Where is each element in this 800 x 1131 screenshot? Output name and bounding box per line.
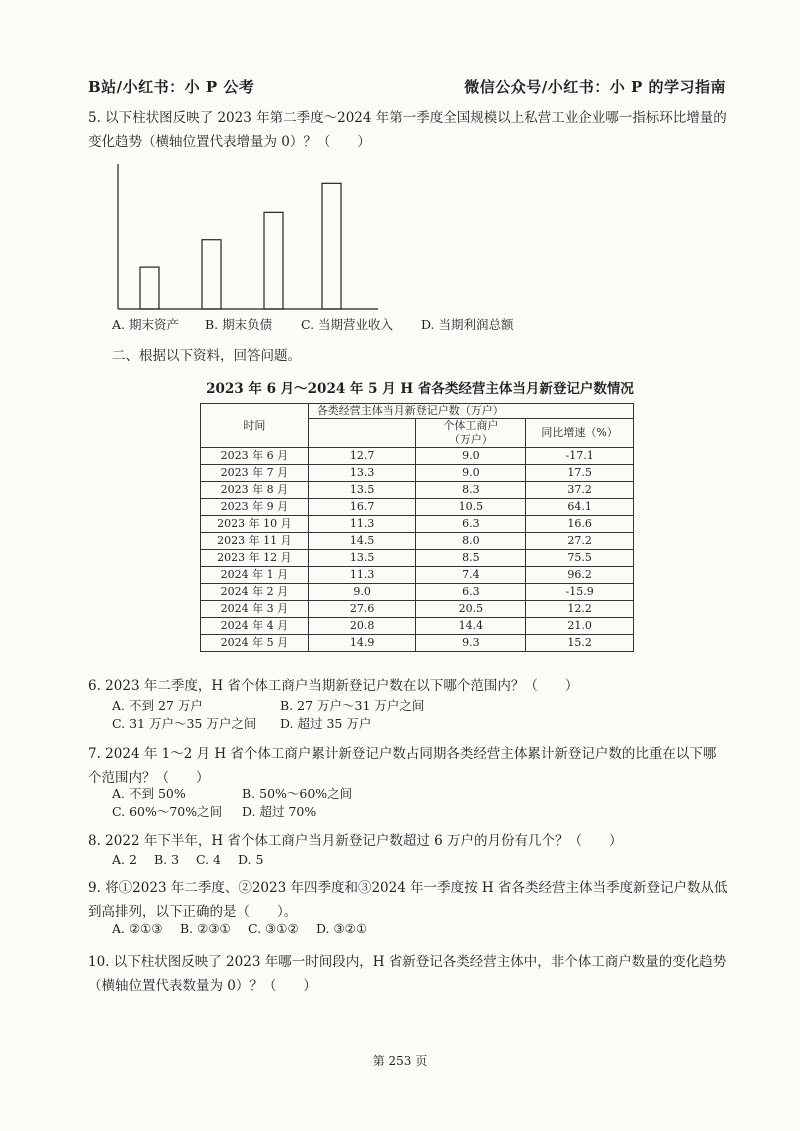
cell-individual: 6.3 (416, 584, 526, 601)
col-header-growth: 同比增速（%） (526, 419, 634, 448)
cell-individual: 9.0 (416, 448, 526, 465)
q9-option-b[interactable]: B. ②③① (179, 921, 231, 936)
table-row (201, 516, 634, 533)
q8-option-d[interactable]: D. 5 (237, 852, 264, 867)
cell-individual: 7.4 (416, 567, 526, 584)
q8-option-a[interactable]: A. 2 (112, 852, 137, 867)
cell-time: 2023 年 12 月 (201, 550, 309, 567)
col-header-individual-line1: 个体工商户 (443, 419, 499, 432)
cell-time: 2023 年 11 月 (201, 533, 309, 550)
cell-growth: 37.2 (526, 482, 634, 499)
page-number: 第 253 页 (372, 1054, 428, 1068)
cell-time: 2024 年 4 月 (201, 618, 309, 635)
col-header-individual-line2: （万户） (448, 433, 493, 446)
cell-total: 13.5 (308, 550, 416, 567)
q7-options (112, 785, 352, 821)
cell-total: 13.5 (308, 482, 416, 499)
q7-option-a[interactable]: A. 不到 50% (112, 786, 186, 801)
cell-time: 2024 年 3 月 (201, 601, 309, 618)
q5-bar-3 (264, 212, 283, 309)
cell-growth: 17.5 (526, 465, 634, 482)
q5-option-b[interactable]: B. 期末负债 (204, 317, 273, 332)
cell-individual: 20.5 (416, 601, 526, 618)
q9-option-a[interactable]: A. ②①③ (112, 921, 163, 936)
data-table (200, 403, 634, 652)
q7-option-c[interactable]: C. 60%～70%之间 (112, 804, 223, 819)
q8-option-b[interactable]: B. 3 (153, 852, 180, 867)
q10-text: 10. 以下柱状图反映了 2023 年哪一时间段内，H 省新登记各类经营主体中，非个体工商户数量的变化趋势（横轴位置代表数量为 0）？（ ） (88, 954, 727, 994)
q7-option-d[interactable]: D. 超过 70% (241, 804, 317, 819)
cell-time: 2023 年 8 月 (201, 482, 309, 499)
cell-total: 12.7 (308, 448, 416, 465)
q6-option-d[interactable]: D. 超过 35 万户 (279, 716, 372, 731)
col-header-time: 时间 (201, 404, 309, 448)
cell-individual: 8.5 (416, 550, 526, 567)
cell-growth: 16.6 (526, 516, 634, 533)
table-title: 2023 年 6 月～2024 年 5 月 H 省各类经营主体当月新登记户数情况 (206, 381, 634, 397)
cell-individual: 14.4 (416, 618, 526, 635)
q5-option-c[interactable]: C. 当期营业收入 (300, 317, 394, 332)
cell-time: 2023 年 7 月 (201, 465, 309, 482)
q8-option-c[interactable]: C. 4 (195, 852, 221, 867)
table-row (201, 601, 634, 618)
q8-options (112, 851, 263, 869)
cell-growth: 75.5 (526, 550, 634, 567)
cell-total: 20.8 (308, 618, 416, 635)
cell-time: 2023 年 6 月 (201, 448, 309, 465)
cell-individual: 9.3 (416, 635, 526, 652)
table-row (201, 482, 634, 499)
section-2-heading: 二、根据以下资料，回答问题。 (112, 348, 301, 364)
cell-total: 11.3 (308, 516, 416, 533)
cell-individual: 8.3 (416, 482, 526, 499)
cell-growth: 64.1 (526, 499, 634, 516)
cell-total: 14.5 (308, 533, 416, 550)
cell-growth: 15.2 (526, 635, 634, 652)
q9-options (112, 920, 367, 938)
cell-growth: -17.1 (526, 448, 634, 465)
q6-option-a[interactable]: A. 不到 27 万户 (112, 698, 203, 713)
table-row (201, 584, 634, 601)
table-row (201, 448, 634, 465)
table-row (201, 550, 634, 567)
q5-option-a[interactable]: A. 期末资产 (112, 317, 179, 332)
q7-option-b[interactable]: B. 50%～60%之间 (241, 786, 353, 801)
cell-growth: 27.2 (526, 533, 634, 550)
q5-options (112, 316, 513, 334)
q8-text: 8. 2022 年下半年，H 省个体工商户当月新登记户数超过 6 万户的月份有几个？（ ） (88, 833, 623, 849)
header-right: 微信公众号/小红书：小 P 的学习指南 (464, 78, 726, 96)
q9-option-c[interactable]: C. ③①② (247, 921, 299, 936)
cell-individual: 8.0 (416, 533, 526, 550)
col-header-total-blank (308, 419, 416, 448)
cell-time: 2023 年 9 月 (201, 499, 309, 516)
q9-text: 9. 将①2023 年二季度、②2023 年四季度和③2024 年一季度按 H 省各类经营主体当季度新登记户数从低到高排列，以下正确的是（ ）。 (88, 880, 728, 920)
cell-total: 13.3 (308, 465, 416, 482)
q5-bar-2 (202, 240, 221, 309)
table-row (201, 499, 634, 516)
q6-options (112, 697, 424, 733)
q5-bar-1 (140, 267, 159, 309)
cell-total: 27.6 (308, 601, 416, 618)
cell-time: 2023 年 10 月 (201, 516, 309, 533)
cell-individual: 6.3 (416, 516, 526, 533)
cell-total: 9.0 (308, 584, 416, 601)
cell-total: 16.7 (308, 499, 416, 516)
q7-text: 7. 2024 年 1～2 月 H 省个体工商户累计新登记户数占同期各类经营主体累计新登记户数的比重在以下哪个范围内？（ ） (88, 746, 717, 786)
cell-growth: -15.9 (526, 584, 634, 601)
q6-text: 6. 2023 年二季度，H 省个体工商户当期新登记户数在以下哪个范围内？（ ） (88, 678, 579, 694)
table-row (201, 465, 634, 482)
cell-total: 11.3 (308, 567, 416, 584)
cell-growth: 12.2 (526, 601, 634, 618)
table-row (201, 635, 634, 652)
cell-time: 2024 年 1 月 (201, 567, 309, 584)
table-row (201, 567, 634, 584)
q5-bar-4 (322, 183, 341, 309)
cell-total: 14.9 (308, 635, 416, 652)
header-left: B站/小红书：小 P 公考 (88, 78, 255, 96)
table-row (201, 618, 634, 635)
cell-time: 2024 年 5 月 (201, 635, 309, 652)
cell-growth: 96.2 (526, 567, 634, 584)
q5-text: 5. 以下柱状图反映了 2023 年第二季度～2024 年第一季度全国规模以上私营工业企业哪一指标环比增量的变化趋势（横轴位置代表增量为 0）？（ ） (88, 110, 727, 150)
cell-individual: 9.0 (416, 465, 526, 482)
q5-option-d[interactable]: D. 当期利润总额 (420, 317, 514, 332)
q9-option-d[interactable]: D. ③②① (315, 921, 368, 936)
q6-option-b[interactable]: B. 27 万户～31 万户之间 (279, 698, 425, 713)
cell-time: 2024 年 2 月 (201, 584, 309, 601)
table-row (201, 533, 634, 550)
col-header-individual (416, 419, 526, 448)
col-header-group: 各类经营主体当月新登记户数（万户） (308, 404, 633, 419)
cell-growth: 21.0 (526, 618, 634, 635)
q5-bar-chart (110, 160, 380, 312)
cell-individual: 10.5 (416, 499, 526, 516)
q6-option-c[interactable]: C. 31 万户～35 万户之间 (112, 716, 257, 731)
